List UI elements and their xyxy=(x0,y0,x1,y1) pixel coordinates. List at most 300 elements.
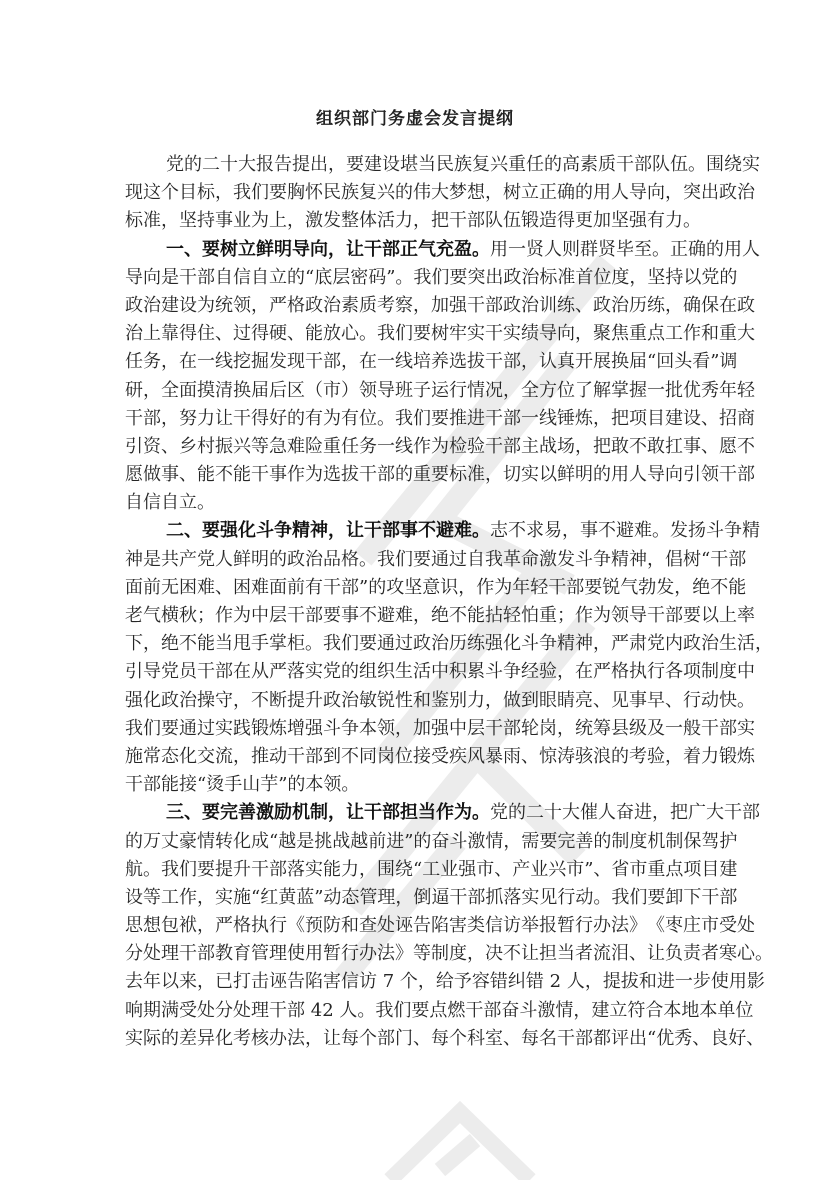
text-char: 催 xyxy=(580,802,598,824)
text-char: 断 xyxy=(269,689,287,711)
text-char: 作 xyxy=(215,605,233,626)
text-char: 累 xyxy=(467,661,485,683)
text-char: 度 xyxy=(611,266,630,288)
text-char: 敢 xyxy=(611,435,629,457)
text-char: 们 xyxy=(393,999,412,1021)
text-char: 升 xyxy=(305,689,323,711)
text-char: 实 xyxy=(521,464,539,486)
text-char: 访 xyxy=(503,915,521,937)
text-char: 点 xyxy=(665,858,684,880)
text-char: 们 xyxy=(341,633,359,655)
text-char: 们 xyxy=(395,548,413,570)
text-line xyxy=(125,799,760,827)
text-char: 干 xyxy=(125,407,143,429)
text-char: 标 xyxy=(197,182,215,204)
text-char: 进 xyxy=(386,830,405,852)
text-char: 整 xyxy=(341,210,359,232)
text-char: 个 xyxy=(449,1027,467,1049)
text-char: 态 xyxy=(161,745,179,767)
section-heading-char: 向 xyxy=(310,238,328,260)
section-heading-char: 要 xyxy=(202,238,220,260)
text-char: 告 xyxy=(287,971,305,993)
text-char: 、 xyxy=(593,689,611,711)
text-char: 群 xyxy=(580,238,598,260)
text-char: 兴 xyxy=(490,154,508,175)
text-char: ， xyxy=(593,633,611,655)
text-char: 困 xyxy=(233,576,251,598)
text-char: 惊 xyxy=(539,745,557,767)
text-char: 避 xyxy=(616,520,634,542)
text-char: 。 xyxy=(359,323,377,345)
text-char: 斗 xyxy=(449,830,468,852)
text-char: 重 xyxy=(629,323,647,345)
text-char: 在 xyxy=(575,661,593,683)
text-char: 激 xyxy=(539,548,557,570)
text-char: 部 xyxy=(143,407,161,429)
text-char: 市 xyxy=(566,858,585,880)
text-char: 让 xyxy=(647,943,665,965)
text-char: 门 xyxy=(395,1027,413,1049)
text-char: 过 xyxy=(233,323,251,345)
text-char: ， xyxy=(562,520,580,542)
text-char: 兴 xyxy=(548,858,567,880)
text-char: 作 xyxy=(413,435,431,457)
text-char: 访 xyxy=(359,971,377,993)
text-char: 通 xyxy=(431,548,449,570)
text-char: 争 xyxy=(593,548,611,570)
text-char: ， xyxy=(665,182,683,204)
text-char: 的 xyxy=(125,830,143,852)
text-char: ， xyxy=(575,435,593,457)
text-char: ， xyxy=(755,633,773,655)
text-char: 报 xyxy=(539,915,557,937)
text-line xyxy=(125,1025,765,1053)
text-char: 部 xyxy=(665,605,683,626)
text-char: 准 xyxy=(557,266,576,288)
text-char: 造 xyxy=(539,210,557,232)
text-char: 届 xyxy=(629,351,647,373)
text-char: 工 xyxy=(161,886,179,908)
text-char: 考 xyxy=(629,745,647,767)
text-char: 练 xyxy=(467,633,485,655)
text-char: 们 xyxy=(143,717,161,739)
text-char: 制 xyxy=(611,830,630,852)
text-char: 目 xyxy=(701,858,720,880)
text-char: 政 xyxy=(161,689,179,711)
section-heading-char: 、 xyxy=(184,238,202,260)
text-char: 逼 xyxy=(431,886,450,908)
text-char: 加 xyxy=(593,210,611,232)
text-char: 践 xyxy=(233,717,251,739)
text-char: 政 xyxy=(719,182,737,204)
text-char: 害 xyxy=(449,915,467,937)
text-char: 更 xyxy=(575,210,593,232)
text-char: 、 xyxy=(701,407,719,429)
text-char: 毕 xyxy=(616,238,634,260)
text-char: 这 xyxy=(143,182,161,204)
section-heading-char: 让 xyxy=(346,238,364,260)
text-line xyxy=(125,743,755,771)
text-char: 轻 xyxy=(737,379,755,401)
text-char: 干 xyxy=(233,407,251,429)
text-char: 项 xyxy=(683,661,701,683)
text-char: 持 xyxy=(197,210,215,232)
text-char: 有 xyxy=(305,407,323,429)
text-char: 革 xyxy=(503,548,521,570)
text-char: ； xyxy=(557,605,575,626)
text-char: 不 xyxy=(598,520,616,542)
text-char: 要 xyxy=(359,633,377,655)
text-char: 干 xyxy=(485,717,503,739)
text-char: 轻 xyxy=(503,605,521,626)
text-char: 予 xyxy=(453,971,472,993)
text-char: 步 xyxy=(692,971,711,993)
text-char: 立 xyxy=(269,266,287,288)
text-char: 手 xyxy=(251,633,269,655)
text-char: 拔 xyxy=(467,351,485,373)
text-char: 生 xyxy=(719,633,737,655)
section-heading-char: 。 xyxy=(472,520,490,542)
text-char: 部 xyxy=(377,464,395,486)
text-char: 干 xyxy=(485,435,503,457)
text-char: 我 xyxy=(323,633,341,655)
text-char: 干 xyxy=(701,886,720,908)
text-char: 优 xyxy=(656,1027,675,1049)
text-char: 暴 xyxy=(485,745,503,767)
text-char: 部 xyxy=(467,886,486,908)
text-char: 政 xyxy=(737,294,755,316)
text-char: 部 xyxy=(323,351,341,373)
section-heading-char: 当 xyxy=(418,802,436,824)
text-char: 我 xyxy=(485,548,503,570)
text-char: 好 xyxy=(728,1027,747,1049)
text-char: 、 xyxy=(665,689,683,711)
text-char: 大 xyxy=(562,802,580,824)
text-char: 向 xyxy=(665,464,683,486)
text-char: 部 xyxy=(575,1027,593,1049)
text-line xyxy=(125,461,755,489)
text-char: 明 xyxy=(575,464,593,486)
text-char: 锤 xyxy=(557,407,575,429)
text-char: 招 xyxy=(719,407,737,429)
text-char: 重 xyxy=(719,323,737,345)
text-char: 部 xyxy=(719,717,737,739)
text-char: 立 xyxy=(609,999,628,1021)
text-char: 气 xyxy=(143,605,161,626)
text-char: 期 xyxy=(143,999,161,1021)
section-heading-char: 避 xyxy=(436,520,454,542)
text-char: 难 xyxy=(634,520,652,542)
text-char: 人 xyxy=(598,802,616,824)
text-char: 解 xyxy=(593,379,611,401)
text-char: 护 xyxy=(719,830,738,852)
text-char: ， xyxy=(143,633,161,655)
text-char: 领 xyxy=(323,774,342,796)
text-char: 着 xyxy=(683,745,701,767)
text-char: 治 xyxy=(341,689,359,711)
text-char: 处 xyxy=(233,999,251,1021)
text-char: 部 xyxy=(566,576,585,598)
text-char: 理 xyxy=(161,943,179,965)
text-char: 办 xyxy=(269,1027,287,1049)
text-char: 高 xyxy=(562,154,580,175)
text-char: 届 xyxy=(251,379,269,401)
text-char: 。 xyxy=(652,520,670,542)
text-char: 把 xyxy=(431,210,449,232)
text-char: 快 xyxy=(719,689,737,711)
text-char: 中 xyxy=(737,661,755,683)
text-char: 争 xyxy=(724,520,742,542)
text-line xyxy=(125,940,773,968)
text-char: 鲜 xyxy=(557,464,575,486)
text-line xyxy=(125,236,760,264)
text-char: 能 xyxy=(161,774,179,796)
text-char: 用 xyxy=(728,971,747,993)
text-char: 办 xyxy=(359,943,377,965)
text-char: 年 xyxy=(143,971,161,993)
text-char: “ xyxy=(269,830,279,852)
text-char: 识 xyxy=(440,576,459,598)
text-char: 确 xyxy=(557,182,575,204)
text-char: 线 xyxy=(395,435,413,457)
text-char: 行 xyxy=(575,915,593,937)
text-char: 实 xyxy=(521,886,540,908)
text-char: 挖 xyxy=(233,351,251,373)
text-char: 击 xyxy=(251,971,269,993)
text-line xyxy=(125,405,755,433)
text-char: 实 xyxy=(215,886,233,908)
text-char: ， xyxy=(573,999,592,1021)
text-char: 中 xyxy=(251,605,269,626)
text-char: 奋 xyxy=(616,802,634,824)
text-char: 能 xyxy=(197,464,215,486)
text-char: 一 xyxy=(377,435,395,457)
text-char: 炼 xyxy=(575,407,593,429)
text-char: 准 xyxy=(467,464,485,486)
text-char: 大 xyxy=(238,154,256,175)
text-char: 岗 xyxy=(539,717,557,739)
text-char: 部 xyxy=(737,464,755,486)
text-char: 度 xyxy=(719,661,737,683)
text-char: 后 xyxy=(269,379,287,401)
document-body xyxy=(125,151,773,1053)
text-char: 性 xyxy=(395,689,413,711)
text-char: 处 xyxy=(377,915,395,937)
text-line xyxy=(125,320,755,348)
text-line xyxy=(125,264,738,292)
text-char: 烫 xyxy=(206,774,225,796)
text-char: 建 xyxy=(161,294,179,316)
text-char: 防 xyxy=(323,915,341,937)
text-char: 大 xyxy=(706,802,724,824)
text-char: 班 xyxy=(395,379,413,401)
text-char: 市 xyxy=(629,858,648,880)
text-char: 行 xyxy=(647,661,665,683)
text-char: 。 xyxy=(305,633,323,655)
page-title: 组织部门务虚会发言提纲 xyxy=(316,109,514,129)
text-char: 锐 xyxy=(602,576,621,598)
text-char: 十 xyxy=(220,154,238,175)
text-char: 做 xyxy=(503,689,521,711)
text-char: 施 xyxy=(125,745,143,767)
text-char: 作 xyxy=(575,605,593,626)
section-heading-char: 斗 xyxy=(256,520,274,542)
text-char: 合 xyxy=(645,999,664,1021)
text-char: 线 xyxy=(539,407,557,429)
text-char: ， xyxy=(503,379,521,401)
text-char: 掌 xyxy=(269,633,287,655)
text-char: “ xyxy=(413,858,423,880)
text-char: 族 xyxy=(454,154,472,175)
text-char: 现 xyxy=(125,182,143,204)
text-char: 度 xyxy=(449,943,467,965)
text-char: 要 xyxy=(683,605,701,626)
text-char: 激 xyxy=(467,830,486,852)
text-char: 自 xyxy=(125,492,143,514)
text-char: 干 xyxy=(701,717,719,739)
text-char: 下 xyxy=(683,886,702,908)
text-char: 分 xyxy=(215,999,233,1021)
text-char: 内 xyxy=(665,633,683,655)
text-char: 树 xyxy=(503,182,521,204)
text-char: 神 xyxy=(125,548,143,570)
text-char: 面 xyxy=(125,576,143,598)
text-char: 经 xyxy=(521,661,539,683)
text-char: 、 xyxy=(575,294,593,316)
text-char: 》 xyxy=(395,943,413,965)
text-char: 卸 xyxy=(665,886,684,908)
text-char: 上 xyxy=(719,605,737,626)
text-char: 疾 xyxy=(449,745,467,767)
text-char: 中 xyxy=(449,717,467,739)
text-char: 底 xyxy=(314,266,333,288)
text-char: 机 xyxy=(647,830,666,852)
text-char: 困 xyxy=(179,576,197,598)
text-char: ， xyxy=(287,210,305,232)
text-char: 转 xyxy=(215,830,233,852)
text-char: 政 xyxy=(593,294,611,316)
text-char: 得 xyxy=(251,407,269,429)
text-char: 政 xyxy=(125,294,143,316)
text-char: 历 xyxy=(449,633,467,655)
text-char: 我 xyxy=(161,858,179,880)
text-char: 聚 xyxy=(593,323,611,345)
text-char: 甩 xyxy=(233,633,251,655)
text-char: 严 xyxy=(215,915,233,937)
text-char: 上 xyxy=(269,210,287,232)
text-char: 上 xyxy=(143,323,161,345)
text-char: 越 xyxy=(350,830,369,852)
text-char: 同 xyxy=(359,745,377,767)
text-char: 标 xyxy=(125,210,143,232)
text-char: 部 xyxy=(719,886,738,908)
text-char: 干 xyxy=(287,605,305,626)
text-char: 提 xyxy=(292,154,310,175)
text-char: 到 xyxy=(323,745,341,767)
text-char: 村 xyxy=(197,435,215,457)
text-char: 为 xyxy=(494,576,513,598)
text-char: 要 xyxy=(323,605,341,626)
text-char: 要 xyxy=(431,407,449,429)
text-char: 导 xyxy=(647,464,665,486)
text-char: 守 xyxy=(215,689,233,711)
text-char: 引 xyxy=(125,661,143,683)
text-char: ， xyxy=(575,323,593,345)
text-char: 。 xyxy=(341,774,360,796)
text-char: ， xyxy=(161,351,179,373)
text-char: 挑 xyxy=(314,830,333,852)
text-char: 领 xyxy=(611,605,629,626)
text-char: 格 xyxy=(233,915,251,937)
text-char: 情 xyxy=(485,830,504,852)
text-char: 交 xyxy=(197,745,215,767)
text-char: 部 xyxy=(197,266,215,288)
text-char: 鉴 xyxy=(431,689,449,711)
text-char: 位 xyxy=(557,379,575,401)
text-char: 织 xyxy=(377,661,395,683)
text-char: 攻 xyxy=(386,576,405,598)
section-heading-char: 干 xyxy=(364,802,382,824)
text-char: 导 xyxy=(629,605,647,626)
text-char: 的 xyxy=(593,830,612,852)
text-char: 切 xyxy=(503,464,521,486)
text-char: 的 xyxy=(508,802,526,824)
text-char: 领 xyxy=(233,294,251,316)
text-char: 重 xyxy=(323,435,341,457)
text-char: 化 xyxy=(215,1027,233,1049)
text-char: 勃 xyxy=(638,576,657,598)
text-char: 的 xyxy=(287,774,306,796)
text-char: 力 xyxy=(665,210,683,232)
text-char: 愿 xyxy=(125,464,143,486)
text-char: 怀 xyxy=(305,182,323,204)
text-char: 情 xyxy=(555,999,574,1021)
text-char: 精 xyxy=(611,548,629,570)
text-char: 想 xyxy=(143,915,161,937)
text-char: “ xyxy=(197,774,207,796)
text-char: 建 xyxy=(591,999,610,1021)
text-char: 操 xyxy=(197,689,215,711)
text-char: 标 xyxy=(449,464,467,486)
text-char: 以 xyxy=(683,266,702,288)
text-line xyxy=(125,968,765,996)
text-char: 大 xyxy=(737,323,755,345)
text-char: 自 xyxy=(215,266,233,288)
text-char: ， xyxy=(215,182,233,204)
text-char: 通 xyxy=(377,633,395,655)
text-char: 部 xyxy=(377,1027,395,1049)
text-char: 立 xyxy=(179,492,197,514)
text-char: ” xyxy=(359,576,369,598)
text-char: 治 xyxy=(305,548,323,570)
text-char: 把 xyxy=(670,802,688,824)
section-heading-char: 导 xyxy=(292,238,310,260)
text-char: 个 xyxy=(359,1027,377,1049)
text-char: 作 xyxy=(179,886,197,908)
text-char: 主 xyxy=(521,435,539,457)
text-char: 制 xyxy=(701,661,719,683)
text-char: 我 xyxy=(125,717,143,739)
text-char: 岗 xyxy=(377,745,395,767)
text-char: 任 xyxy=(125,351,143,373)
text-char: 难 xyxy=(197,576,215,598)
section-heading-char: 干 xyxy=(364,520,382,542)
text-char: 研 xyxy=(125,379,143,401)
text-char: 的 xyxy=(341,661,359,683)
text-char: 诬 xyxy=(395,915,413,937)
text-char: 庄 xyxy=(683,915,701,937)
text-char: 做 xyxy=(143,464,161,486)
